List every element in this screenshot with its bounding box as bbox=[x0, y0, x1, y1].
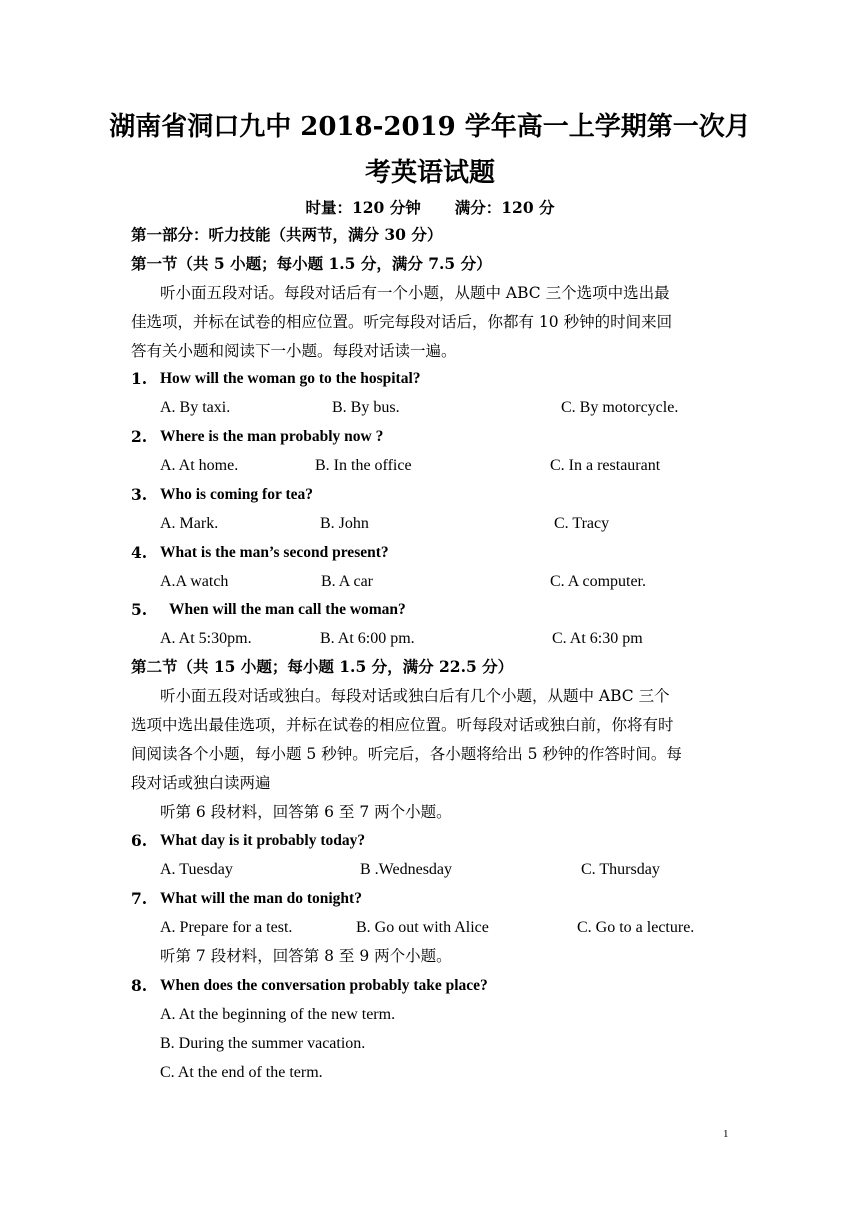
page-number: 1 bbox=[723, 1128, 729, 1140]
option-c: C. A computer. bbox=[550, 573, 646, 590]
material-7-note: 听第 7 段材料，回答第 8 至 9 两个小题。 bbox=[160, 947, 452, 965]
section1-instructions-line-3: 答有关小题和阅读下一小题。每段对话读一遍。 bbox=[131, 342, 457, 360]
question-number: 6. bbox=[131, 831, 148, 850]
option-a: A. At the beginning of the new term. bbox=[160, 1006, 396, 1023]
option-b: B. By bus. bbox=[332, 399, 400, 416]
question-number: 4. bbox=[131, 543, 148, 562]
option-b: B. In the office bbox=[315, 457, 412, 474]
option-c: C. Tracy bbox=[554, 515, 610, 532]
material-6-note: 听第 6 段材料，回答第 6 至 7 两个小题。 bbox=[160, 803, 452, 821]
time-limit: 时量：120 分钟 bbox=[305, 198, 421, 217]
section1-instructions-line-1: 听小面五段对话。每段对话后有一个小题，从题中 ABC 三个选项中选出最 bbox=[160, 284, 670, 302]
section2-instructions-line-1: 听小面五段对话或独白。每段对话或独白后有几个小题，从题中 ABC 三个 bbox=[160, 687, 670, 705]
question-text: What day is it probably today? bbox=[160, 832, 366, 849]
option-c: C. Go to a lecture. bbox=[577, 919, 695, 936]
exam-title-line-1: 湖南省洞口九中 2018-2019 学年高一上学期第一次月 bbox=[109, 112, 751, 142]
question-number: 2. bbox=[131, 427, 148, 446]
question-text: Who is coming for tea? bbox=[160, 486, 313, 503]
question-text: When will the man call the woman? bbox=[169, 601, 406, 618]
option-c: C. At 6:30 pm bbox=[552, 630, 643, 647]
section2-instructions-line-4: 段对话或独白读两遍 bbox=[131, 774, 271, 792]
question-number: 8. bbox=[131, 976, 148, 995]
question-text: Where is the man probably now ? bbox=[160, 428, 384, 445]
exam-title-line-2: 考英语试题 bbox=[364, 158, 495, 188]
option-c: C. Thursday bbox=[581, 861, 660, 878]
section1-heading: 第一节（共 5 小题；每小题 1.5 分，满分 7.5 分） bbox=[131, 254, 492, 273]
question-text: What will the man do tonight? bbox=[160, 890, 362, 907]
exam-meta bbox=[0, 196, 860, 218]
question-text: What is the man’s second present? bbox=[160, 544, 389, 561]
option-b: B. Go out with Alice bbox=[356, 919, 489, 936]
option-b: B. John bbox=[320, 515, 369, 532]
question-number: 3. bbox=[131, 485, 148, 504]
section1-instructions-line-2: 佳选项，并标在试卷的相应位置。听完每段对话后，你都有 10 秒钟的时间来回 bbox=[131, 313, 673, 331]
question-number: 7. bbox=[131, 889, 148, 908]
question-text: When does the conversation probably take place? bbox=[160, 977, 488, 994]
option-c: C. In a restaurant bbox=[550, 457, 661, 474]
option-b: B. A car bbox=[321, 573, 373, 590]
option-c: C. By motorcycle. bbox=[561, 399, 679, 416]
option-a: A. Tuesday bbox=[160, 861, 233, 878]
option-c: C. At the end of the term. bbox=[160, 1064, 323, 1081]
part1-heading: 第一部分：听力技能（共两节，满分 30 分） bbox=[131, 225, 443, 244]
option-a: A.A watch bbox=[160, 573, 229, 590]
question-text: How will the woman go to the hospital? bbox=[160, 370, 421, 387]
section2-instructions-line-2: 选项中选出最佳选项，并标在试卷的相应位置。听每段对话或独白前，你将有时 bbox=[131, 716, 674, 734]
section2-heading: 第二节（共 15 小题；每小题 1.5 分，满分 22.5 分） bbox=[131, 657, 514, 676]
option-a: A. At 5:30pm. bbox=[160, 630, 252, 647]
option-a: A. Mark. bbox=[160, 515, 219, 532]
question-number: 1. bbox=[131, 369, 148, 388]
option-b: B. During the summer vacation. bbox=[160, 1035, 366, 1052]
full-score: 满分：120 分 bbox=[454, 198, 555, 217]
option-b: B. At 6:00 pm. bbox=[320, 630, 415, 647]
option-b: B .Wednesday bbox=[360, 861, 453, 878]
option-a: A. Prepare for a test. bbox=[160, 919, 293, 936]
section2-instructions-line-3: 间阅读各个小题，每小题 5 秒钟。听完后，各小题将给出 5 秒钟的作答时间。每 bbox=[131, 745, 682, 763]
question-number: 5. bbox=[131, 600, 148, 619]
option-a: A. At home. bbox=[160, 457, 239, 474]
option-a: A. By taxi. bbox=[160, 399, 231, 416]
